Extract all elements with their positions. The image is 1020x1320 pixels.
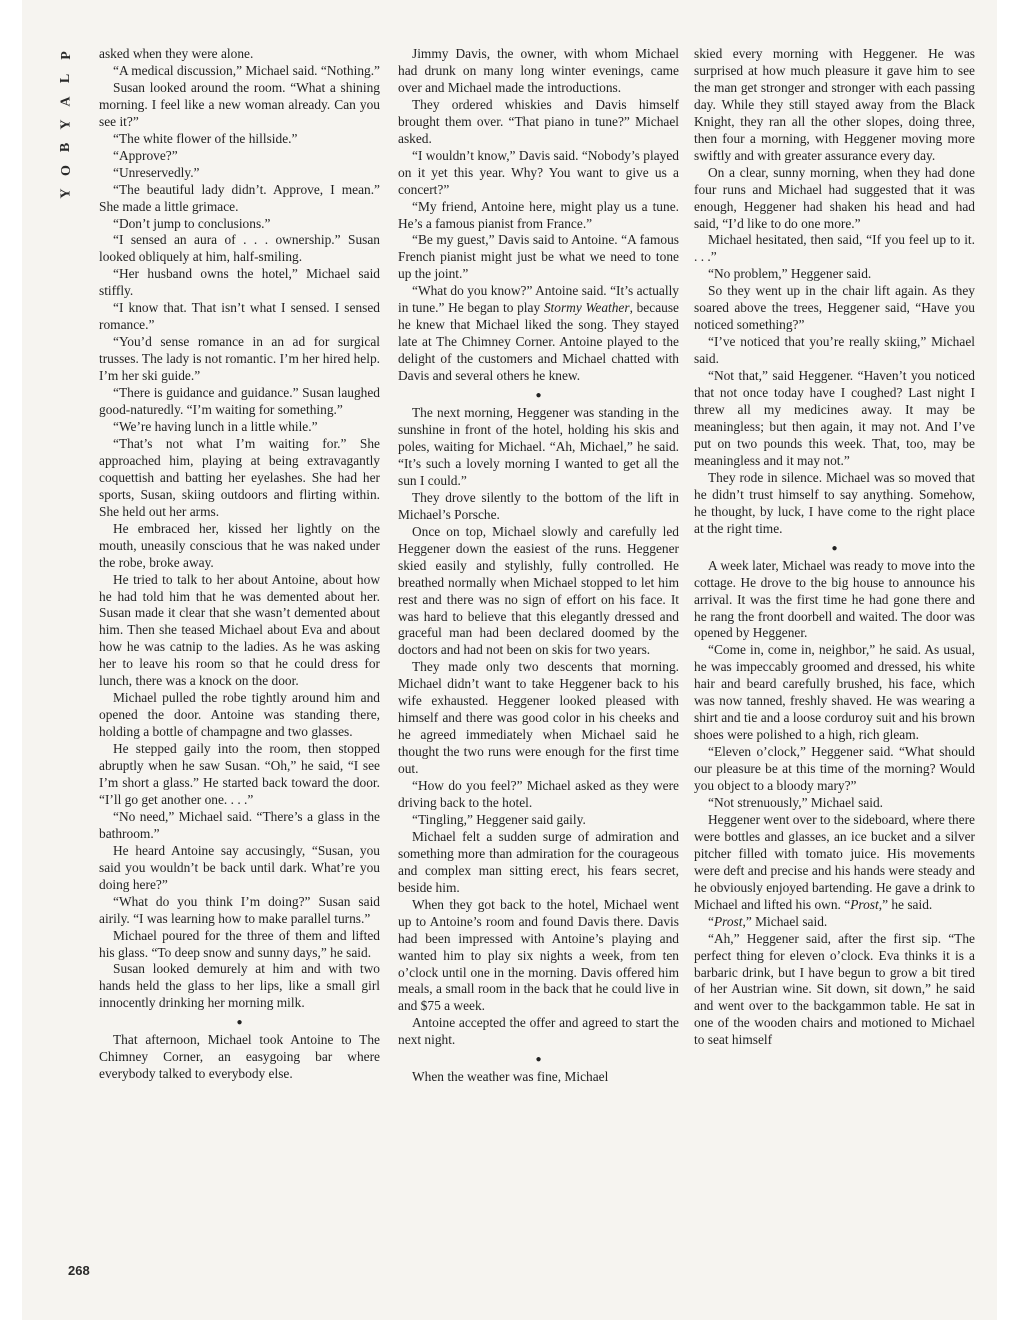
text-column-1 bbox=[99, 46, 380, 1083]
paragraph: Antoine accepted the offer and agreed to start the next night. bbox=[398, 1015, 679, 1048]
paragraph: That afternoon, Michael took Antoine to The Chimney Corner, an easygoing bar where everybody talked to everybody else. bbox=[99, 1032, 380, 1082]
section-separator: ● bbox=[831, 542, 838, 554]
magazine-letter: O bbox=[58, 165, 74, 176]
magazine-name-vertical bbox=[58, 44, 78, 205]
paragraph: A week later, Michael was ready to move into the cottage. He drove to the big house to announce his arrival. It was the first time he had gone there and he rang the front doorbell and waited. The door was opened by Heggener. bbox=[694, 557, 975, 641]
paragraph: “I know that. That isn’t what I sensed. I sensed romance.” bbox=[99, 300, 380, 333]
paragraph bbox=[694, 812, 975, 914]
paragraph: He tried to talk to her about Antoine, about how he had told him that he was demented about her. Susan made it clear that she wasn’t demented about him. Then she teased Michael about Eva and about how he was catnip to the ladies. As he was asking her to leave his room so that he could dress for lunch, there was a knock on the door. bbox=[99, 571, 380, 689]
paragraph: He stepped gaily into the room, then stopped abruptly when he saw Susan. “Oh,” he said, “I see I’m short a glass.” He started back toward the door. “I’ll go get another one. . . .” bbox=[99, 741, 380, 807]
paragraph: “You’d sense romance in an ad for surgical trusses. The lady is not romantic. I’m her hired help. I’m her ski guide.” bbox=[99, 334, 380, 384]
paragraph: “Not strenuously,” Michael said. bbox=[708, 794, 884, 810]
paragraph: Susan looked around the room. “What a shining morning. I feel like a new woman already. Can you see it?” bbox=[99, 79, 380, 129]
paragraph: “I’ve noticed that you’re really skiing,” Michael said. bbox=[694, 334, 975, 367]
paragraph: Michael felt a sudden surge of admiration and something more than admiration for the courageous and complex man sitting erect, his fears secret, beside him. bbox=[398, 828, 679, 895]
magazine-letter: Y bbox=[58, 188, 74, 199]
magazine-letter: B bbox=[58, 142, 74, 153]
paragraph: “That’s not what I’m waiting for.” She approached him, playing at being extravagantly coquettish and batting her eyelashes. She had her sports, Susan, skiing outdoors and flirting within. She held out her arms. bbox=[99, 435, 380, 519]
text-run: ,” he said. bbox=[878, 896, 933, 912]
paragraph: They ordered whiskies and Davis himself brought them over. “That piano in tune?” Michael asked. bbox=[398, 96, 679, 146]
paragraph: “A medical discussion,” Michael said. “Nothing.” bbox=[113, 62, 381, 78]
paragraph: “The beautiful lady didn’t. Approve, I mean.” She made a little grimace. bbox=[99, 181, 380, 214]
magazine-letter: Y bbox=[58, 119, 74, 130]
paragraph: skied every morning with Heggener. He was surprised at how much pleasure it gave him to see the man get stronger and stronger with each passing day. While they still stayed away from the Black Knight, they ran all the other slopes, doing three, then four a morning, with Heggener moving more swiftly and with greater assurance every day. bbox=[694, 46, 975, 163]
paragraph: “Not that,” said Heggener. “Haven’t you noticed that not once today have I coughed? Last night I threw all my medicines away. It may be meaningless; but then again, it may not. And I’ve put on two pounds this week. That, too, may be meaningless and it may not.” bbox=[694, 368, 975, 468]
paragraph: “What do you think I’m doing?” Susan said airily. “I was learning how to make parallel turns.” bbox=[99, 893, 380, 926]
paragraph: “Come in, come in, neighbor,” he said. As usual, he was impeccably groomed and dressed, his white hair and beard carefully brushed, his face, which was now tanned, freshly shaved. He was wearing a shirt and tie and a loose corduroy suit and his brown shoes were polished to a high, rich gleam. bbox=[694, 642, 975, 743]
section-separator: ● bbox=[236, 1017, 243, 1029]
text-run: ,” Michael said. bbox=[742, 913, 828, 929]
paragraph: “There is guidance and guidance.” Susan laughed good-naturedly. “I’m waiting for something.” bbox=[99, 385, 380, 418]
paragraph: “Eleven o’clock,” Heggener said. “What should our pleasure be at this time of the morning? Would you object to a bloody mary?” bbox=[694, 744, 975, 794]
paragraph: “My friend, Antoine here, might play us a tune. He’s a famous pianist from France.” bbox=[398, 198, 679, 231]
song-title: Stormy Weather bbox=[543, 300, 630, 316]
text-run: , because he knew that Michael liked the song. They stayed late at The Chimney Corner. Antoine played to the delight of the customers and Michael chatted with Davis and several others he knew. bbox=[398, 300, 679, 384]
text-run: Heggener went over to the sideboard, where there were bottles and glasses, an ice bucket and a silver pitcher filled with tomato juice. His movements were deft and precise and his hands were steady and he obviously enjoyed bartending. He gave a drink to Michael and lifted his own. “ bbox=[694, 811, 975, 912]
paragraph: Jimmy Davis, the owner, with whom Michael had drunk on many long winter evenings, came over and Michael made the introductions. bbox=[398, 46, 679, 95]
paragraph: “Tingling,” Heggener said gaily. bbox=[412, 811, 586, 827]
paragraph: So they went up in the chair lift again. As they soared above the trees, Heggener said, “Have you noticed something?” bbox=[694, 283, 975, 333]
paragraph: Michael pulled the robe tightly around him and opened the door. Antoine was standing there, holding a bottle of champagne and two glasses. bbox=[99, 690, 380, 740]
section-separator: ● bbox=[535, 390, 542, 402]
text-run: “ bbox=[708, 913, 714, 929]
paragraph: He embraced her, kissed her lightly on the mouth, uneasily conscious that he was naked under the robe, broke away. bbox=[99, 520, 380, 570]
paragraph: “I sensed an aura of . . . ownership.” Susan looked obliquely at him, half-smiling. bbox=[99, 232, 380, 265]
paragraph: “How do you feel?” Michael asked as they were driving back to the hotel. bbox=[398, 778, 679, 810]
paragraph: “The white flower of the hillside.” bbox=[113, 130, 298, 146]
magazine-letter: P bbox=[58, 51, 74, 60]
paragraph: He heard Antoine say accusingly, “Susan, you said you wouldn’t be back until dark. What’re you doing here?” bbox=[99, 842, 380, 892]
paragraph: “I wouldn’t know,” Davis said. “Nobody’s played on it yet this year. Why? You want to give us a concert?” bbox=[398, 147, 679, 197]
paragraph: They rode in silence. Michael was so moved that he didn’t trust himself to say anything. Somehow, he thought, by luck, I have come to the right place at the right time. bbox=[694, 469, 975, 536]
paragraph: “Her husband owns the hotel,” Michael said stiffly. bbox=[99, 266, 380, 299]
paragraph: “No need,” Michael said. “There’s a glass in the bathroom.” bbox=[99, 808, 380, 841]
page-number: 268 bbox=[68, 1263, 90, 1278]
paragraph: Susan looked demurely at him and with two hands held the glass to her lips, like a small girl innocently drinking her morning milk. bbox=[99, 961, 380, 1011]
paragraph bbox=[694, 914, 975, 931]
section-separator: ● bbox=[535, 1054, 542, 1066]
paragraph: “Be my guest,” Davis said to Antoine. “A famous French pianist might just be what we need to tone up the joint.” bbox=[398, 232, 679, 282]
paragraph: “No problem,” Heggener said. bbox=[708, 266, 872, 282]
magazine-page bbox=[22, 0, 997, 1320]
paragraph: Michael poured for the three of them and lifted his glass. “To deep snow and sunny days,” he said. bbox=[99, 927, 380, 960]
foreign-word: Prost bbox=[850, 896, 879, 912]
paragraph: “We’re having lunch in a little while.” bbox=[113, 418, 318, 434]
paragraph: Michael hesitated, then said, “If you feel up to it. . . .” bbox=[694, 232, 975, 265]
text-run: “What do you know?” Antoine said. “It’s actually in tune.” He began to play bbox=[398, 283, 679, 316]
magazine-letter: L bbox=[58, 73, 74, 84]
paragraph: On a clear, sunny morning, when they had done four runs and Michael had suggested that it was enough, Heggener had shaken his head and had said, “I’d like to do one more.” bbox=[694, 164, 975, 231]
paragraph: When the weather was fine, Michael bbox=[412, 1069, 609, 1085]
paragraph: “Don’t jump to conclusions.” bbox=[113, 215, 271, 231]
text-column-3 bbox=[694, 46, 975, 1049]
paragraph: asked when they were alone. bbox=[99, 46, 254, 61]
paragraph: They made only two descents that morning. Michael didn’t want to take Heggener back to his wife exhausted. Heggener looked pleased with himself and there was good color in his cheeks and he agreed immediately when Michael said he thought the two runs were enough for the first time out. bbox=[398, 659, 679, 777]
paragraph: “Ah,” Heggener said, after the first sip. “The perfect thing for eleven o’clock. Eva thinks it is a barbaric drink, but I have begun to grow a bit tired of her Austrian wine. Sit down, sit down,” he said and went over to the backgammon table. He sat in one of the wooden chairs and motioned to Michael to seat himself bbox=[694, 930, 975, 1048]
paragraph: They drove silently to the bottom of the lift in Michael’s Porsche. bbox=[398, 489, 679, 522]
paragraph: “Unreservedly.” bbox=[113, 164, 200, 180]
text-column-2 bbox=[398, 46, 679, 1086]
foreign-word: Prost bbox=[713, 913, 743, 929]
paragraph: Once on top, Michael slowly and carefully led Heggener down the easiest of the runs. Heggener skied easily and stylishly, fully controlled. He breathed normally when Michael stopped to let him rest and there was no sign of effort on his face. It was hard to believe that this elegantly dressed and graceful man had been declared doomed by the doctors and had not been on skis for two years. bbox=[398, 523, 679, 658]
magazine-letter: A bbox=[58, 96, 74, 107]
paragraph: “Approve?” bbox=[113, 147, 178, 163]
paragraph: The next morning, Heggener was standing in the sunshine in front of the hotel, holding his skis and poles, waiting for Michael. “Ah, Michael,” he said. “It’s such a lovely morning I wanted to get all the sun I could.” bbox=[398, 405, 679, 488]
paragraph bbox=[398, 283, 679, 385]
paragraph: When they got back to the hotel, Michael went up to Antoine’s room and found Davis there. Davis had been impressed with Antoine’s playing and wanted him to play six nights a week, from ten o’clock until one in the morning. Davis offered him meals, a small room in the back that he could live in and $75 a week. bbox=[398, 896, 679, 1014]
